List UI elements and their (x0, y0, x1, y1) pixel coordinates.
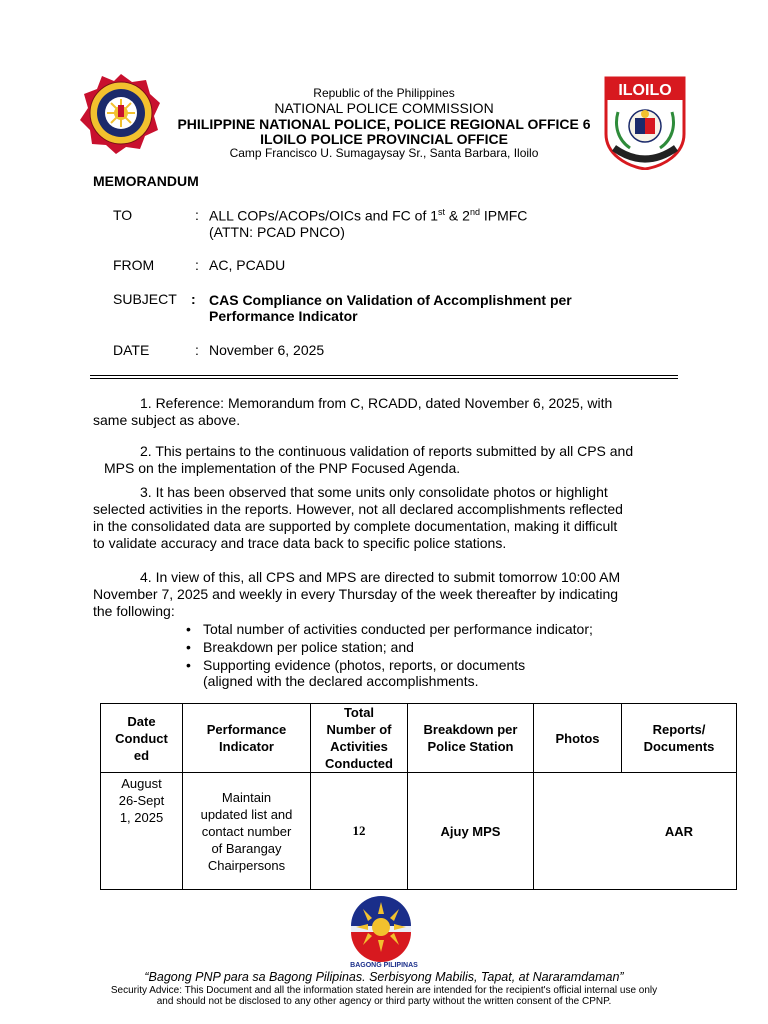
para1-line2: same subject as above. (93, 412, 241, 428)
header-breakdown: Breakdown per Police Station (408, 704, 534, 773)
to-attn: (ATTN: PCAD PNCO) (209, 224, 345, 240)
from-colon: : (195, 257, 199, 273)
to-colon: : (195, 207, 199, 223)
para4-line1: 4. In view of this, all CPS and MPS are directed to submit tomorrow 10:00 AM (140, 569, 621, 585)
security-advice-line-1: Security Advice: This Document and all the information stated herein are intended for the recipient's official internal use only (110, 985, 658, 996)
from-value: AC, PCADU (209, 257, 286, 273)
para2-line1: 2. This pertains to the continuous validation of reports submitted by all CPS and (140, 443, 634, 459)
header-date: Date Conduct ed (101, 704, 183, 773)
subject-label: SUBJECT (113, 291, 177, 307)
para3-line3: in the consolidated data are supported by complete documentation, making it difficult (93, 518, 618, 534)
cell-date: August 26-Sept 1, 2025 (101, 773, 183, 890)
cell-performance-indicator: Maintain updated list and contact number of Barangay Chairpersons (183, 773, 311, 890)
double-rule-top (90, 375, 678, 376)
pnp-pro6-line: PHILIPPINE NATIONAL POLICE, POLICE REGIONAL OFFICE 6 (177, 116, 591, 132)
subject-colon: : (191, 291, 196, 307)
header-performance-indicator: Performance Indicator (183, 704, 311, 773)
header-reports: Reports/ Documents (622, 704, 737, 773)
date-label: DATE (113, 342, 150, 358)
to-value: ALL COPs/ACOPs/OICs and FC of 1st & 2nd IPMFC (209, 207, 528, 224)
header-total-activities: Total Number of Activities Conducted (311, 704, 408, 773)
to-label: TO (113, 207, 133, 223)
subject-line-1: CAS Compliance on Validation of Accomplishment per (209, 292, 572, 308)
footer-tagline: “Bagong PNP para sa Bagong Pilipinas. Serbisyong Mabilis, Tapat, at Nararamdaman” (144, 970, 624, 984)
table-row (101, 773, 737, 890)
date-colon: : (195, 342, 199, 358)
bagong-pilipinas-caption: BAGONG PILIPINAS (350, 962, 418, 969)
accomplishment-table (100, 703, 737, 890)
address-line: Camp Francisco U. Sumagaysay Sr., Santa Barbara, Iloilo (229, 146, 539, 160)
bullet-item-2: • Breakdown per police station; and (186, 639, 414, 655)
ippo-line: ILOILO POLICE PROVINCIAL OFFICE (260, 131, 508, 147)
cell-station: Ajuy MPS (408, 773, 534, 890)
bagong-pilipinas-logo (341, 896, 421, 966)
iloilo-logo-text: ILOILO (618, 82, 672, 99)
subject-line-2: Performance Indicator (209, 308, 358, 324)
from-label: FROM (113, 257, 155, 273)
napolcom-line: NATIONAL POLICE COMMISSION (274, 100, 494, 116)
cell-photos-reports: AAR (534, 773, 737, 890)
memo-title: MEMORANDUM (93, 173, 199, 189)
para3-line1: 3. It has been observed that some units only consolidate photos or highlight (140, 484, 608, 500)
bullet-item-1: • Total number of activities conducted per performance indicator; (186, 621, 593, 637)
bullet-item-3-cont: (aligned with the declared accomplishments. (203, 673, 479, 689)
cell-total: 12 (311, 773, 408, 890)
date-value: November 6, 2025 (209, 342, 325, 358)
republic-line: Republic of the Philippines (313, 86, 455, 100)
para1-line1: 1. Reference: Memorandum from C, RCADD, dated November 6, 2025, with (140, 395, 613, 411)
bullet-item-3: • Supporting evidence (photos, reports, or documents (186, 657, 526, 673)
header-photos: Photos (534, 704, 622, 773)
para4-line3: the following: (93, 603, 175, 619)
para2-line2: MPS on the implementation of the PNP Focused Agenda. (104, 460, 461, 476)
double-rule-bottom (90, 378, 678, 379)
table-header-row (101, 704, 737, 773)
para3-line4: to validate accuracy and trace data back to specific police stations. (93, 535, 507, 551)
security-advice-line-2: and should not be disclosed to any other agency or third party without the written consent of the CPNP. (156, 996, 612, 1007)
para4-line2: November 7, 2025 and weekly in every Thursday of the week thereafter by indicating (93, 586, 619, 602)
para3-line2: selected activities in the reports. However, not all declared accomplishments reflected (93, 501, 623, 517)
